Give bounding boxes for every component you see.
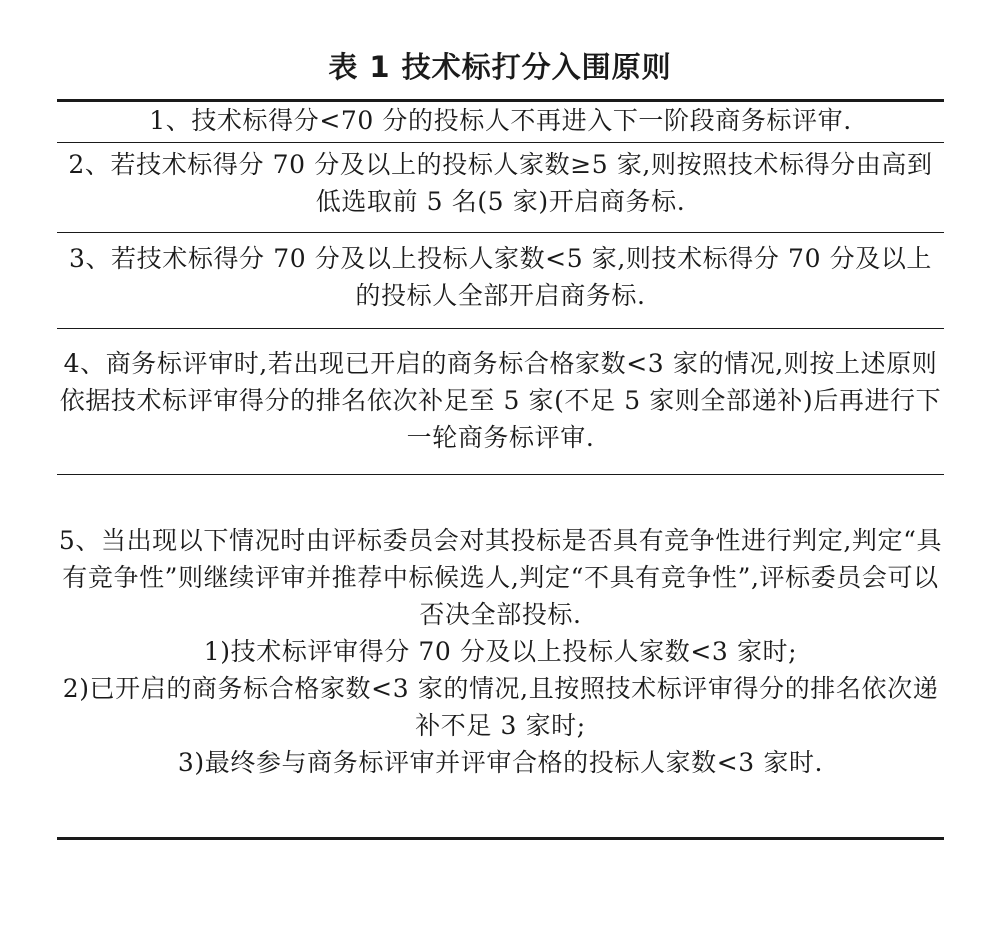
- table-row-5: [57, 522, 944, 781]
- row-divider-1: [57, 142, 944, 143]
- row-5-item-3: 3)最终参与商务标评审并评审合格的投标人家数<3 家时.: [177, 748, 824, 777]
- table-bottom-rule: [57, 837, 944, 840]
- row-divider-2: [57, 232, 944, 233]
- table-row-2: [57, 146, 944, 220]
- row-5-item-2: 2)已开启的商务标合格家数<3 家的情况,且按照技术标评审得分的排名依次递补不足 3 家时;: [62, 674, 939, 740]
- row-1-text: 1、技术标得分<70 分的投标人不再进入下一阶段商务标评审.: [149, 106, 852, 135]
- row-5-text: 5、当出现以下情况时由评标委员会对其投标是否具有竞争性进行判定,判定“具有竞争性”则继续评审并推荐中标候选人,判定“不具有竞争性”,评标委员会可以否决全部投标.: [58, 526, 943, 629]
- row-divider-3: [57, 328, 944, 329]
- row-2-text: 2、若技术标得分 70 分及以上的投标人家数≥5 家,则按照技术标得分由高到低选取前 5 名(5 家)开启商务标.: [68, 150, 933, 216]
- table-row-3: [57, 240, 944, 314]
- row-5-item-1: 1)技术标评审得分 70 分及以上投标人家数<3 家时;: [203, 637, 798, 666]
- row-divider-4: [57, 474, 944, 475]
- table-row-1: [57, 102, 944, 139]
- row-3-text: 3、若技术标得分 70 分及以上投标人家数<5 家,则技术标得分 70 分及以上的投标人全部开启商务标.: [68, 244, 933, 310]
- table-title: 表 1 技术标打分入围原则: [328, 50, 672, 84]
- row-4-text: 4、商务标评审时,若出现已开启的商务标合格家数<3 家的情况,则按上述原则依据技术标评审得分的排名依次补足至 5 家(不足 5 家则全部递补)后再进行下一轮商务标评审.: [59, 349, 942, 452]
- table-row-4: [57, 345, 944, 456]
